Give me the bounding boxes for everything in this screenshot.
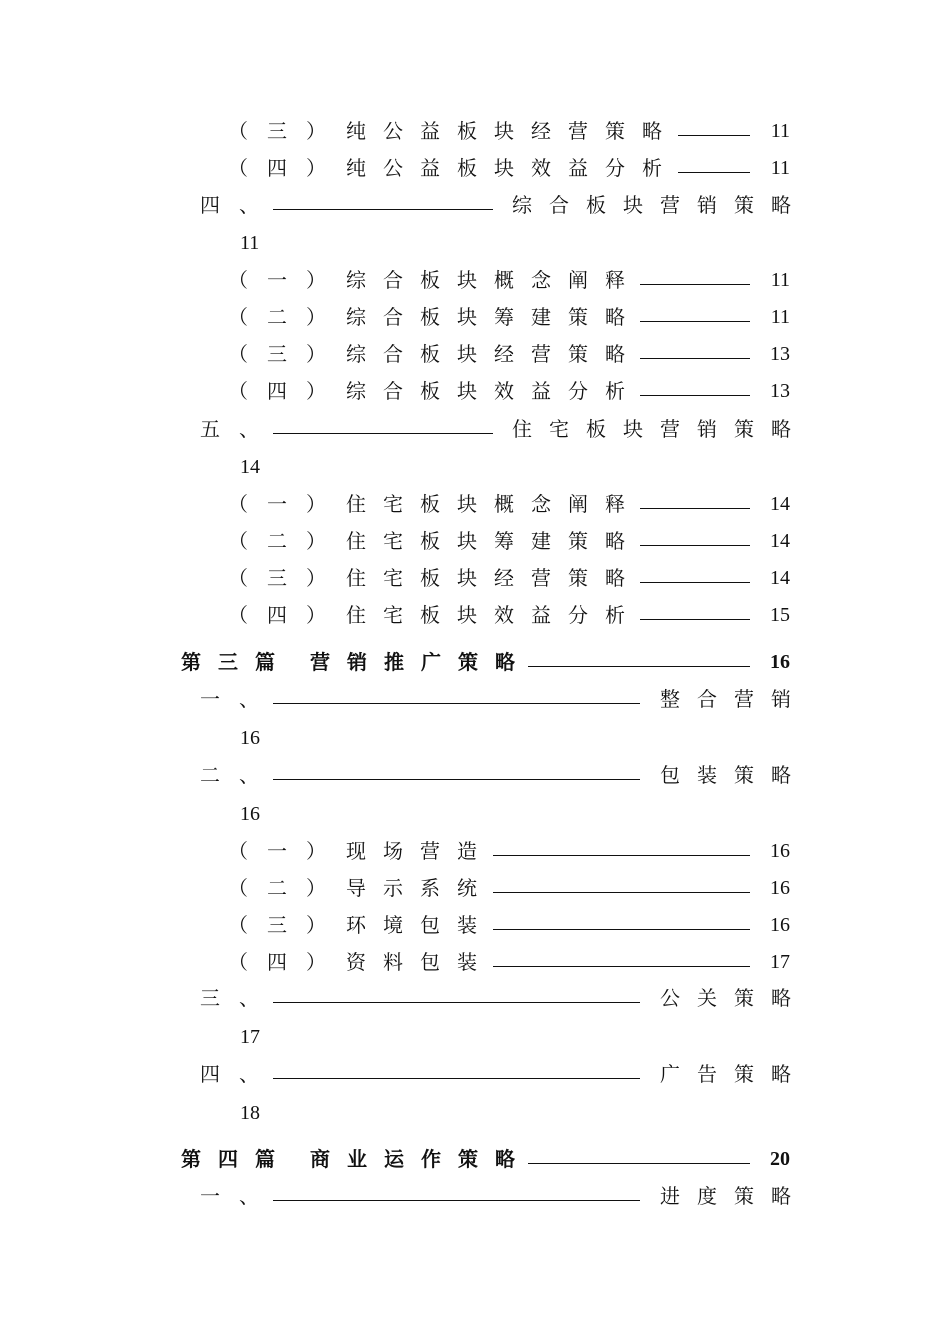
toc-entry-number: （二） <box>228 305 345 329</box>
toc-entry-page: 16 <box>770 914 790 936</box>
toc-entry-number: 四、 <box>200 193 278 217</box>
toc-entry-page: 13 <box>770 380 790 402</box>
toc-entry[interactable] <box>0 302 950 332</box>
toc-leader-line <box>493 910 750 930</box>
toc-entry-number: （二） <box>228 876 345 900</box>
toc-entry[interactable] <box>0 526 950 556</box>
toc-entry[interactable] <box>0 873 950 903</box>
toc-entry-number: 一、 <box>200 1184 278 1208</box>
toc-entry-number: 第四篇 <box>181 1147 292 1171</box>
toc-entry-number: （四） <box>228 950 345 974</box>
toc-entry-title: 住宅板块营销策略 <box>512 417 808 441</box>
toc-entry-number: 一、 <box>200 687 278 711</box>
toc-leader-line <box>273 983 640 1003</box>
toc-entry[interactable] <box>0 983 950 1048</box>
toc-entry-number: 五、 <box>200 417 278 441</box>
toc-entry-page: 14 <box>770 530 790 552</box>
toc-entry[interactable] <box>0 376 950 406</box>
toc-entry-page: 17 <box>240 1026 260 1048</box>
toc-entry-page: 15 <box>770 604 790 626</box>
toc-leader-line <box>273 760 640 780</box>
toc-entry[interactable] <box>0 339 950 369</box>
toc-entry-number: （三） <box>228 342 345 366</box>
toc-entry-page: 20 <box>770 1148 790 1170</box>
toc-entry-number: （一） <box>228 492 345 516</box>
toc-entry[interactable] <box>0 947 950 977</box>
toc-entry-page: 16 <box>770 877 790 899</box>
toc-entry[interactable] <box>0 265 950 295</box>
toc-entry-title: 商业运作策略 <box>310 1147 532 1171</box>
toc-entry-number: 第三篇 <box>181 650 292 674</box>
toc-entry[interactable] <box>0 836 950 866</box>
toc-entry-number: （四） <box>228 603 345 627</box>
toc-entry-title: 进度策略 <box>660 1184 808 1208</box>
toc-entry-number: （四） <box>228 379 345 403</box>
toc-leader-line <box>493 873 750 893</box>
toc-entry-title: 综合板块筹建策略 <box>346 305 642 329</box>
toc-entry-title: 营销推广策略 <box>310 650 532 674</box>
toc-entry-title: 纯公益板块经营策略 <box>346 119 679 143</box>
toc-entry[interactable] <box>0 600 950 630</box>
toc-part-entry[interactable] <box>0 1144 950 1174</box>
toc-entry-title: 公关策略 <box>660 986 808 1010</box>
toc-entry[interactable] <box>0 1181 950 1211</box>
toc-entry-number: 二、 <box>200 763 278 787</box>
toc-entry-title: 住宅板块筹建策略 <box>346 529 642 553</box>
toc-entry-title: 综合板块概念阐释 <box>346 268 642 292</box>
toc-entry-title: 综合板块经营策略 <box>346 342 642 366</box>
toc-leader-line <box>273 190 493 210</box>
toc-entry-number: （三） <box>228 913 345 937</box>
toc-entry-page: 16 <box>240 803 260 825</box>
toc-leader-line <box>493 836 750 856</box>
toc-entry-title: 住宅板块经营策略 <box>346 566 642 590</box>
toc-leader-line <box>528 1144 750 1164</box>
toc-entry-page: 16 <box>770 840 790 862</box>
toc-entry[interactable] <box>0 1059 950 1124</box>
toc-entry-page: 11 <box>770 269 790 291</box>
toc-entry-title: 现场营造 <box>346 839 494 863</box>
toc-entry[interactable] <box>0 684 950 749</box>
toc-leader-line <box>273 1059 640 1079</box>
toc-entry-number: （三） <box>228 566 345 590</box>
toc-entry[interactable] <box>0 153 950 183</box>
toc-entry-page: 16 <box>770 651 790 673</box>
toc-entry-page: 14 <box>770 493 790 515</box>
toc-entry[interactable] <box>0 563 950 593</box>
toc-entry-title: 包装策略 <box>660 763 808 787</box>
toc-entry-title: 整合营销 <box>660 687 808 711</box>
toc-entry-page: 14 <box>770 567 790 589</box>
toc-entry-title: 住宅板块效益分析 <box>346 603 642 627</box>
toc-entry-page: 16 <box>240 727 260 749</box>
toc-entry[interactable] <box>0 414 950 478</box>
toc-entry[interactable] <box>0 910 950 940</box>
toc-entry[interactable] <box>0 760 950 825</box>
toc-entry-title: 纯公益板块效益分析 <box>346 156 679 180</box>
toc-entry-page: 11 <box>770 157 790 179</box>
toc-leader-line <box>273 684 640 704</box>
toc-entry[interactable] <box>0 190 950 254</box>
toc-entry[interactable] <box>0 116 950 146</box>
toc-entry-title: 导示系统 <box>346 876 494 900</box>
toc-entry-title: 广告策略 <box>660 1062 808 1086</box>
toc-entry-number: （三） <box>228 119 345 143</box>
toc-entry-page: 17 <box>770 951 790 973</box>
toc-entry-number: 三、 <box>200 986 278 1010</box>
toc-entry[interactable] <box>0 489 950 519</box>
toc-entry-number: （一） <box>228 839 345 863</box>
toc-entry-number: （二） <box>228 529 345 553</box>
toc-leader-line <box>493 947 750 967</box>
toc-entry-page: 13 <box>770 343 790 365</box>
toc-entry-number: 四、 <box>200 1062 278 1086</box>
toc-entry-number: （一） <box>228 268 345 292</box>
toc-leader-line <box>528 647 750 667</box>
toc-entry-title: 资料包装 <box>346 950 494 974</box>
toc-entry-title: 住宅板块概念阐释 <box>346 492 642 516</box>
toc-entry-title: 综合板块营销策略 <box>512 193 808 217</box>
toc-entry-page: 11 <box>770 306 790 328</box>
toc-entry-page: 11 <box>240 232 260 254</box>
toc-entry-page: 14 <box>240 456 260 478</box>
toc-entry-title: 综合板块效益分析 <box>346 379 642 403</box>
toc-entry-page: 18 <box>240 1102 260 1124</box>
toc-leader-line <box>273 414 493 434</box>
toc-part-entry[interactable] <box>0 647 950 677</box>
toc-entry-page: 11 <box>770 120 790 142</box>
toc-entry-number: （四） <box>228 156 345 180</box>
toc-entry-title: 环境包装 <box>346 913 494 937</box>
toc-leader-line <box>273 1181 640 1201</box>
